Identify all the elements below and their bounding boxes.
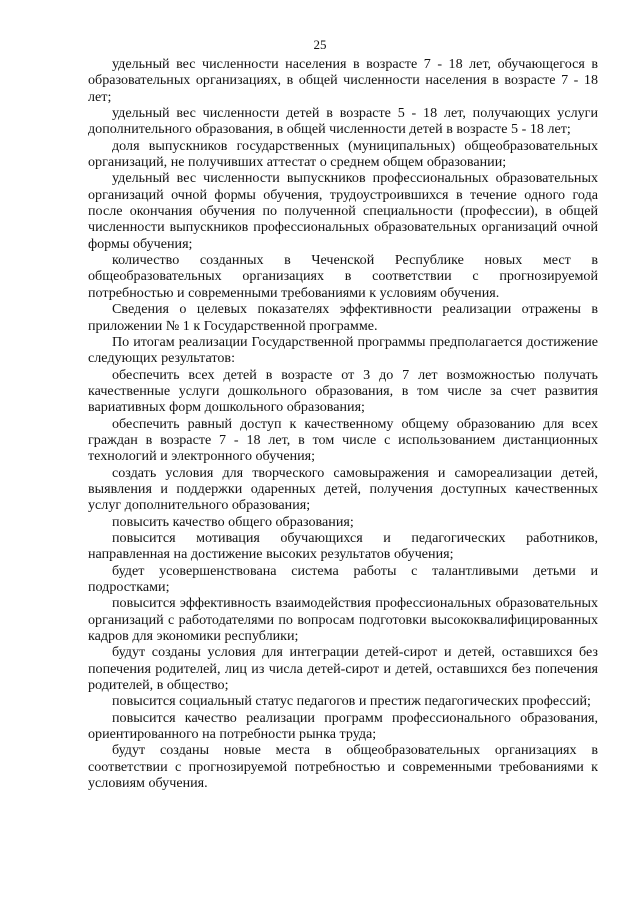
paragraph: будет усовершенствована система работы с талантливыми детьми и подростками; (88, 562, 598, 595)
paragraph: повысится мотивация обучающихся и педагогических работников, направленная на достижение высоких результатов обучения; (88, 529, 598, 563)
paragraph: создать условия для творческого самовыражения и самореализации детей, выявления и поддержки одаренных детей, получения доступных качественных услуг дополнительного образования; (88, 464, 598, 514)
paragraph: будут созданы новые места в общеобразовательных организациях в соответствии с прогнозируемой потребностью и современными требованиями к условиям обучения. (88, 742, 598, 792)
document-body (88, 56, 598, 791)
paragraph: повысить качество общего образования; (112, 513, 354, 530)
paragraph: удельный вес численности населения в возрасте 7 - 18 лет, обучающегося в образовательных организациях, в общей численности населения в возрасте 7 - 18 лет; (88, 56, 598, 105)
paragraph: удельный вес численности детей в возрасте 5 - 18 лет, получающих услуги дополнительного образования, в общей численности детей в возрасте 5 - 18 лет; (88, 105, 598, 138)
paragraph: По итогам реализации Государственной программы предполагается достижение следующих результатов: (88, 333, 598, 367)
paragraph: удельный вес численности выпускников профессиональных образовательных организаций очной формы обучения, трудоустроившихся в течение одного года после окончания обучения по полученной специальности (профессии), в общей численности выпускников профессиональных образовательных организаций очной формы обучения; (88, 170, 598, 252)
paragraph: повысится качество реализации программ профессионального образования, ориентированного на потребности рынка труда; (88, 709, 598, 743)
paragraph: будут созданы условия для интеграции детей-сирот и детей, оставшихся без попечения родителей, лиц из числа детей-сирот и детей, оставшихся без попечения родителей, в общество; (88, 644, 598, 694)
paragraph: Сведения о целевых показателях эффективности реализации отражены в приложении № 1 к Государственной программе. (88, 301, 598, 334)
paragraph: обеспечить всех детей в возрасте от 3 до 7 лет возможностью получать качественные услуги дошкольного образования, в том числе за счет развития вариативных форм дошкольного образования; (88, 366, 598, 416)
paragraph: количество созданных в Чеченской Республике новых мест в общеобразовательных организациях в соответствии с прогнозируемой потребностью и современными требованиями к условиям обучения. (88, 252, 598, 301)
paragraph: повысится эффективность взаимодействия профессиональных образовательных организаций с работодателями по вопросам подготовки высококвалифицированных кадров для экономики республики; (88, 595, 598, 645)
paragraph: обеспечить равный доступ к качественному общему образованию для всех граждан в возрасте 7 - 18 лет, в том числе с использованием дистанционных технологий и электронного обучения; (88, 415, 598, 465)
paragraph: повысится социальный статус педагогов и престиж педагогических профессий; (112, 693, 591, 710)
page-number: 25 (313, 37, 327, 52)
paragraph: доля выпускников государственных (муниципальных) общеобразовательных организаций, не получивших аттестат о среднем общем образовании; (88, 137, 598, 171)
